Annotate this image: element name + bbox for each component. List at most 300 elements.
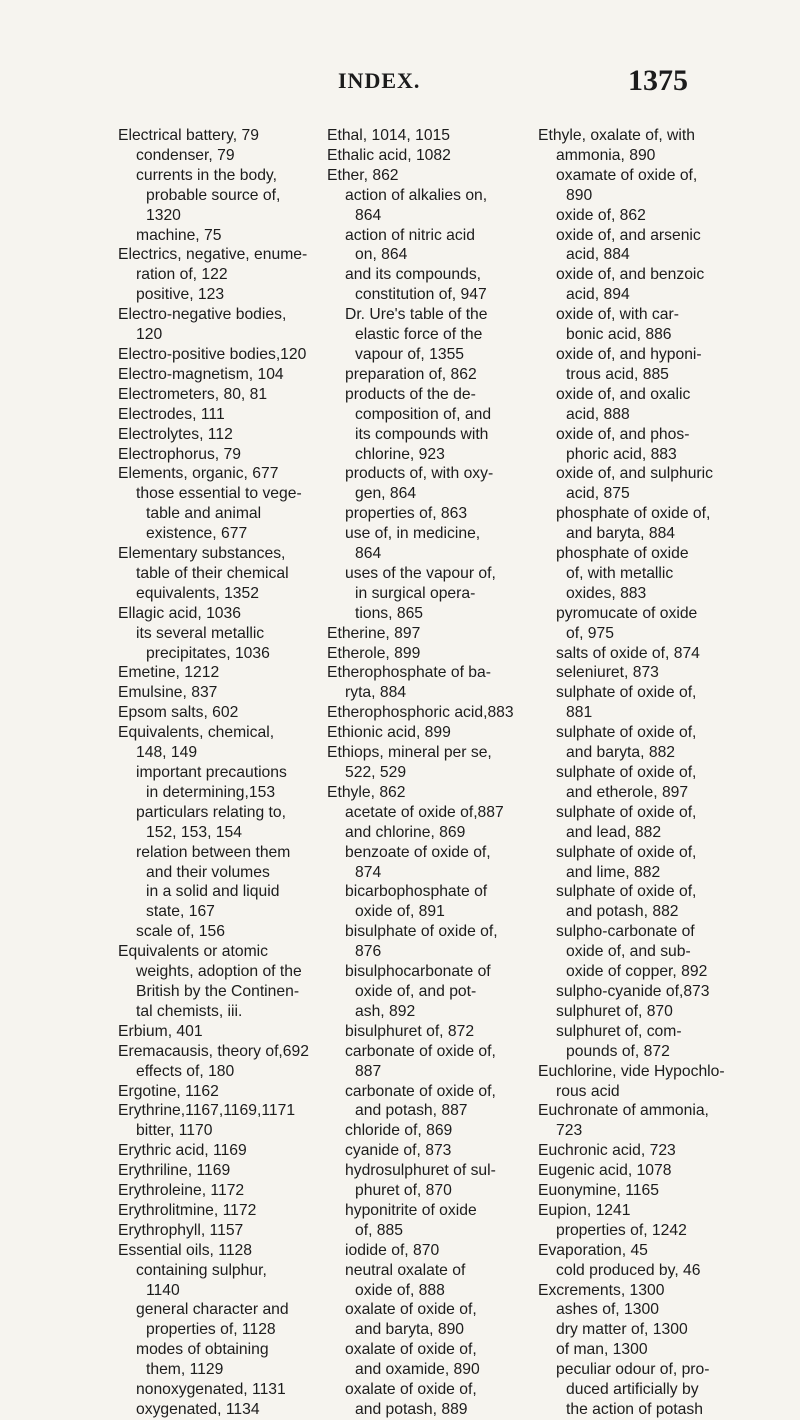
entry-line: weights, adoption of the [136, 963, 302, 981]
entry-line: rous acid [556, 1082, 620, 1100]
entry-line: pyromucate of oxide [556, 604, 698, 622]
entry-line: neutral oxalate of [345, 1261, 466, 1279]
index-subentry [538, 544, 738, 604]
index-subentry [118, 1400, 318, 1420]
entry-line: the action of potash [566, 1401, 703, 1418]
entry-line: relation between them [136, 843, 291, 861]
entry-line: Eugenic acid, 1078 [538, 1162, 672, 1180]
entry-line: 890 [566, 186, 593, 204]
index-entry [327, 624, 527, 644]
index-subentry [327, 504, 527, 524]
entry-line: Eremacausis, theory of,692 [118, 1042, 309, 1060]
entry-line: hydrosulphuret of sul- [345, 1162, 496, 1180]
entry-line: acid, 875 [566, 485, 630, 503]
entry-line: oxide of copper, 892 [566, 963, 708, 981]
index-subentry [538, 265, 738, 305]
entry-line: important precautions [136, 764, 287, 781]
index-subentry [118, 843, 318, 923]
index-entry [118, 464, 318, 484]
index-entry [327, 723, 527, 743]
entry-line: oxide of, and sulphuric [556, 465, 713, 483]
index-subentry [327, 186, 527, 226]
index-subentry [327, 265, 527, 305]
entry-line: oxide of, and sub- [566, 943, 691, 961]
entry-line: Euchlorine, vide Hypochlo- [538, 1062, 725, 1080]
index-subentry [327, 1340, 527, 1380]
index-subentry [538, 166, 738, 206]
index-entry [538, 1101, 738, 1141]
entry-line: ration of, 122 [136, 266, 228, 284]
entry-line: oxide of, and phos- [556, 425, 690, 443]
entry-line: 522, 529 [345, 764, 407, 781]
index-entry [118, 942, 318, 1022]
entry-line: phoric acid, 883 [566, 445, 677, 463]
index-subentry [118, 1340, 318, 1380]
index-subentry [538, 1022, 738, 1062]
entry-line: bisulphocarbonate of [345, 963, 491, 981]
entry-line: products of the de- [345, 385, 476, 403]
index-entry [118, 245, 318, 285]
index-entry [118, 405, 318, 425]
entry-line: bisulphate of oxide of, [345, 923, 498, 941]
entry-line: Excrements, 1300 [538, 1281, 665, 1299]
entry-line: of, 975 [566, 624, 614, 642]
entry-line: and lead, 882 [566, 823, 662, 841]
index-subentry [327, 823, 527, 843]
entry-line: cyanide of, 873 [345, 1142, 452, 1160]
index-subentry [327, 1300, 527, 1340]
entry-line: 864 [355, 545, 382, 563]
entry-line: 723 [556, 1122, 583, 1140]
entry-line: sulphuret of, 870 [556, 1002, 673, 1020]
index-subentry [538, 663, 738, 683]
index-entry [118, 1181, 318, 1201]
index-entry [538, 1201, 738, 1221]
entry-line: phuret of, 870 [355, 1182, 452, 1200]
entry-line: chlorine, 923 [355, 445, 445, 463]
entry-line: Erythroleine, 1172 [118, 1182, 245, 1200]
entry-line: bicarbophosphate of [345, 883, 488, 901]
entry-line: oxides, 883 [566, 584, 647, 602]
index-entry [118, 385, 318, 405]
index-subentry [327, 226, 527, 266]
index-subentry [538, 226, 738, 266]
entry-line: Etherophosphoric acid,883 [327, 704, 514, 722]
entry-line: Ethionic acid, 899 [327, 724, 451, 742]
entry-line: bitter, 1170 [136, 1122, 213, 1140]
index-columns [0, 126, 800, 1418]
entry-line: phosphate of oxide of, [556, 505, 711, 523]
index-subentry [538, 1360, 738, 1420]
entry-line: modes of obtaining [136, 1341, 269, 1359]
index-entry [118, 1082, 318, 1102]
index-subentry [538, 1002, 738, 1022]
entry-line: Euonymine, 1165 [538, 1182, 659, 1200]
index-subentry [538, 604, 738, 644]
entry-line: Etherine, 897 [327, 624, 421, 642]
index-column-2 [327, 126, 527, 1420]
index-subentry [327, 882, 527, 922]
index-subentry [538, 803, 738, 843]
index-subentry [538, 683, 738, 723]
entry-line: oxide of, and arsenic [556, 226, 701, 244]
entry-line: seleniuret, 873 [556, 664, 659, 682]
index-entry [118, 723, 318, 763]
index-subentry [118, 1300, 318, 1340]
index-subentry [118, 922, 318, 942]
index-subentry [538, 922, 738, 982]
entry-line: Electrics, negative, enume- [118, 246, 308, 264]
index-subentry [327, 803, 527, 823]
entry-line: table and animal [146, 505, 262, 523]
entry-line: carbonate of oxide of, [345, 1082, 496, 1100]
entry-line: Electro-magnetism, 104 [118, 365, 284, 383]
entry-line: oxide of, and oxalic [556, 385, 691, 403]
entry-line: sulphate of oxide of, [556, 724, 697, 742]
entry-line: Erythrine,1167,1169,1171 [118, 1102, 296, 1120]
index-subentry [118, 484, 318, 544]
entry-line: oxide of, and hyponi- [556, 345, 702, 363]
entry-line: 881 [566, 704, 593, 722]
index-subentry [327, 1261, 527, 1301]
entry-line: sulphate of oxide of, [556, 684, 697, 702]
index-entry [327, 743, 527, 783]
entry-line: in a solid and liquid [146, 883, 280, 901]
entry-line: 876 [355, 943, 382, 961]
entry-line: acid, 884 [566, 246, 630, 264]
index-entry [327, 703, 527, 723]
entry-line: oxygenated, 1134 [136, 1401, 260, 1418]
index-entry [118, 544, 318, 604]
entry-line: Electrodes, 111 [118, 405, 225, 423]
entry-line: Erythriline, 1169 [118, 1162, 231, 1180]
entry-line: bonic acid, 886 [566, 326, 672, 344]
index-entry [538, 1161, 738, 1181]
index-subentry [327, 365, 527, 385]
entry-line: particulars relating to, [136, 803, 286, 821]
index-entry [327, 146, 527, 166]
entry-line: sulphate of oxide of, [556, 803, 697, 821]
index-entry [538, 1281, 738, 1301]
entry-line: 120 [136, 326, 163, 344]
entry-line: and baryta, 882 [566, 744, 676, 762]
entry-line: machine, 75 [136, 226, 222, 244]
entry-line: composition of, and [355, 405, 492, 423]
entry-line: on, 864 [355, 246, 408, 264]
entry-line: its several metallic [136, 624, 265, 642]
index-entry [118, 305, 318, 345]
entry-line: Electrical battery, 79 [118, 127, 259, 144]
index-subentry [118, 1062, 318, 1082]
index-subentry [538, 1340, 738, 1360]
entry-line: and oxamide, 890 [355, 1361, 480, 1379]
index-subentry [538, 882, 738, 922]
entry-line: table of their chemical [136, 564, 289, 582]
index-subentry [538, 644, 738, 664]
index-subentry [327, 1380, 527, 1420]
index-subentry [327, 1042, 527, 1082]
entry-line: British by the Continen- [136, 982, 300, 1000]
entry-line: tal chemists, iii. [136, 1002, 243, 1020]
entry-line: and baryta, 884 [566, 525, 676, 543]
entry-line: acetate of oxide of,887 [345, 803, 504, 821]
entry-line: constitution of, 947 [355, 286, 487, 304]
entry-line: Erythric acid, 1169 [118, 1142, 247, 1160]
index-entry [118, 1221, 318, 1241]
entry-line: general character and [136, 1301, 289, 1319]
entry-line: tions, 865 [355, 604, 424, 622]
index-subentry [118, 803, 318, 843]
index-subentry [538, 504, 738, 544]
entry-line: oxide of, with car- [556, 306, 679, 324]
entry-line: duced artificially by [566, 1381, 699, 1399]
entry-line: Elementary substances, [118, 545, 286, 563]
entry-line: Ethyle, oxalate of, with [538, 127, 695, 144]
index-subentry [327, 1241, 527, 1261]
entry-line: preparation of, 862 [345, 365, 477, 383]
entry-line: 864 [355, 206, 382, 224]
index-entry [327, 783, 527, 803]
entry-line: Ethyle, 862 [327, 783, 406, 801]
index-entry [118, 345, 318, 365]
entry-line: and its compounds, [345, 266, 482, 284]
entry-line: condenser, 79 [136, 146, 235, 164]
entry-line: sulphate of oxide of, [556, 843, 697, 861]
entry-line: Ethal, 1014, 1015 [327, 127, 450, 144]
entry-line: dry matter of, 1300 [556, 1321, 688, 1339]
entry-line: Dr. Ure's table of the [345, 306, 488, 324]
index-entry [538, 1062, 738, 1102]
index-entry [118, 1022, 318, 1042]
index-subentry [118, 1380, 318, 1400]
index-entry [118, 445, 318, 465]
index-subentry [538, 723, 738, 763]
entry-line: its compounds with [355, 425, 489, 443]
index-entry [118, 1241, 318, 1261]
index-subentry [118, 166, 318, 226]
entry-line: salts of oxide of, 874 [556, 644, 700, 662]
index-entry [118, 1161, 318, 1181]
entry-line: and lime, 882 [566, 863, 661, 881]
entry-line: oxide of, 862 [556, 206, 646, 224]
index-subentry [118, 146, 318, 166]
index-subentry [538, 464, 738, 504]
entry-line: nonoxygenated, 1131 [136, 1381, 286, 1399]
index-subentry [538, 1221, 738, 1241]
index-entry [538, 1181, 738, 1201]
entry-line: oxide of, 891 [355, 903, 445, 921]
index-subentry [538, 425, 738, 465]
entry-line: Euchronate of ammonia, [538, 1102, 709, 1120]
index-column-3 [538, 126, 738, 1420]
entry-line: iodide of, 870 [345, 1241, 440, 1259]
entry-line: and chlorine, 869 [345, 823, 466, 841]
index-subentry [327, 305, 527, 365]
entry-line: oxide of, and pot- [355, 982, 477, 1000]
index-subentry [327, 1022, 527, 1042]
index-subentry [538, 1300, 738, 1320]
index-subentry [118, 285, 318, 305]
index-subentry [327, 1082, 527, 1122]
index-subentry [327, 385, 527, 465]
index-subentry [538, 206, 738, 226]
index-subentry [327, 922, 527, 962]
entry-line: benzoate of oxide of, [345, 843, 491, 861]
index-subentry [118, 1261, 318, 1301]
index-subentry [327, 564, 527, 624]
index-subentry [538, 982, 738, 1002]
index-entry [118, 1042, 318, 1062]
entry-line: effects of, 180 [136, 1062, 235, 1080]
index-subentry [327, 524, 527, 564]
entry-line: probable source of, [146, 186, 281, 204]
page-number: 1375 [628, 64, 688, 97]
entry-line: acid, 894 [566, 286, 630, 304]
index-entry [327, 166, 527, 186]
entry-line: Ether, 862 [327, 166, 399, 184]
index-subentry [327, 1141, 527, 1161]
entry-line: ryta, 884 [345, 684, 407, 702]
entry-line: sulphate of oxide of, [556, 883, 697, 901]
index-entry [118, 365, 318, 385]
index-subentry [118, 226, 318, 246]
entry-line: state, 167 [146, 903, 215, 921]
index-subentry [538, 1320, 738, 1340]
entry-line: Emulsine, 837 [118, 684, 218, 702]
entry-line: Ethiops, mineral per se, [327, 744, 492, 762]
entry-line: gen, 864 [355, 485, 417, 503]
entry-line: sulpho-cyanide of,873 [556, 982, 710, 1000]
entry-line: 874 [355, 863, 382, 881]
entry-line: Euchronic acid, 723 [538, 1142, 676, 1160]
entry-line: acid, 888 [566, 405, 630, 423]
entry-line: properties of, 863 [345, 505, 468, 523]
index-subentry [327, 962, 527, 1022]
index-entry [327, 644, 527, 664]
entry-line: ammonia, 890 [556, 146, 656, 164]
entry-line: carbonate of oxide of, [345, 1042, 496, 1060]
index-entry [118, 1101, 318, 1121]
entry-line: and etherole, 897 [566, 783, 689, 801]
entry-line: ashes of, 1300 [556, 1301, 659, 1319]
index-entry [118, 683, 318, 703]
entry-line: in surgical opera- [355, 584, 476, 602]
entry-line: equivalents, 1352 [136, 584, 259, 602]
entry-line: oxalate of oxide of, [345, 1301, 477, 1319]
entry-line: containing sulphur, [136, 1261, 267, 1279]
entry-line: Electrometers, 80, 81 [118, 385, 268, 403]
entry-line: of, with metallic [566, 564, 674, 582]
entry-line: action of alkalies on, [345, 186, 488, 204]
entry-line: pounds of, 872 [566, 1042, 670, 1060]
entry-line: action of nitric acid [345, 226, 475, 244]
index-subentry [327, 1201, 527, 1241]
entry-line: ash, 892 [355, 1002, 416, 1020]
entry-line: Erythrophyll, 1157 [118, 1221, 244, 1239]
entry-line: sulphuret of, com- [556, 1022, 682, 1040]
index-entry [327, 663, 527, 703]
entry-line: them, 1129 [146, 1361, 224, 1379]
index-entry [118, 126, 318, 146]
entry-line: currents in the body, [136, 166, 277, 184]
entry-line: of, 885 [355, 1221, 403, 1239]
entry-line: trous acid, 885 [566, 365, 669, 383]
entry-line: Etherophosphate of ba- [327, 664, 491, 682]
entry-line: 148, 149 [136, 744, 198, 762]
index-entry [118, 604, 318, 624]
index-subentry [538, 385, 738, 425]
index-subentry [538, 345, 738, 385]
entry-line: and potash, 887 [355, 1102, 468, 1120]
entry-line: 1140 [146, 1281, 180, 1299]
entry-line: Erythrolitmine, 1172 [118, 1201, 257, 1219]
entry-line: hyponitrite of oxide [345, 1201, 477, 1219]
index-subentry [327, 1121, 527, 1141]
index-entry [538, 1141, 738, 1161]
entry-line: Emetine, 1212 [118, 664, 220, 682]
entry-line: and potash, 882 [566, 903, 679, 921]
entry-line: sulpho-carbonate of [556, 923, 695, 941]
entry-line: uses of the vapour of, [345, 564, 496, 582]
index-subentry [327, 843, 527, 883]
entry-line: Etherole, 899 [327, 644, 421, 662]
entry-line: Ethalic acid, 1082 [327, 146, 451, 164]
entry-line: precipitates, 1036 [146, 644, 270, 662]
entry-line: and baryta, 890 [355, 1321, 465, 1339]
entry-line: and potash, 889 [355, 1401, 468, 1418]
entry-line: properties of, 1128 [146, 1321, 276, 1339]
entry-line: products of, with oxy- [345, 465, 494, 483]
entry-line: vapour of, 1355 [355, 345, 465, 363]
entry-line: Electrolytes, 112 [118, 425, 233, 443]
page-header [0, 64, 800, 104]
entry-line: Erbium, 401 [118, 1022, 203, 1040]
entry-line: Epsom salts, 602 [118, 704, 239, 722]
entry-line: positive, 123 [136, 286, 225, 304]
index-entry [118, 1201, 318, 1221]
entry-line: Equivalents or atomic [118, 943, 268, 961]
index-entry [118, 703, 318, 723]
index-subentry [118, 763, 318, 803]
entry-line: sulphate of oxide of, [556, 764, 697, 781]
index-entry [118, 425, 318, 445]
entry-line: oxalate of oxide of, [345, 1381, 477, 1399]
entry-line: Equivalents, chemical, [118, 724, 275, 742]
index-column-1 [118, 126, 318, 1420]
entry-line: oxalate of oxide of, [345, 1341, 477, 1359]
index-entry [538, 1241, 738, 1261]
entry-line: phosphate of oxide [556, 545, 689, 563]
index-subentry [538, 763, 738, 803]
entry-line: chloride of, 869 [345, 1122, 453, 1140]
index-entry [327, 126, 527, 146]
entry-line: Electro-positive bodies,120 [118, 345, 307, 363]
running-head: INDEX. [338, 68, 421, 93]
entry-line: 887 [355, 1062, 382, 1080]
entry-line: Elements, organic, 677 [118, 465, 279, 483]
entry-line: Ergotine, 1162 [118, 1082, 219, 1100]
entry-line: of man, 1300 [556, 1341, 648, 1359]
index-subentry [538, 843, 738, 883]
entry-line: 152, 153, 154 [146, 823, 242, 841]
index-entry [118, 663, 318, 683]
entry-line: oxide of, and benzoic [556, 266, 705, 284]
index-entry [538, 126, 738, 166]
entry-line: 1320 [146, 206, 181, 224]
entry-line: bisulphuret of, 872 [345, 1022, 475, 1040]
entry-line: in determining,153 [146, 783, 276, 801]
entry-line: use of, in medicine, [345, 525, 481, 543]
